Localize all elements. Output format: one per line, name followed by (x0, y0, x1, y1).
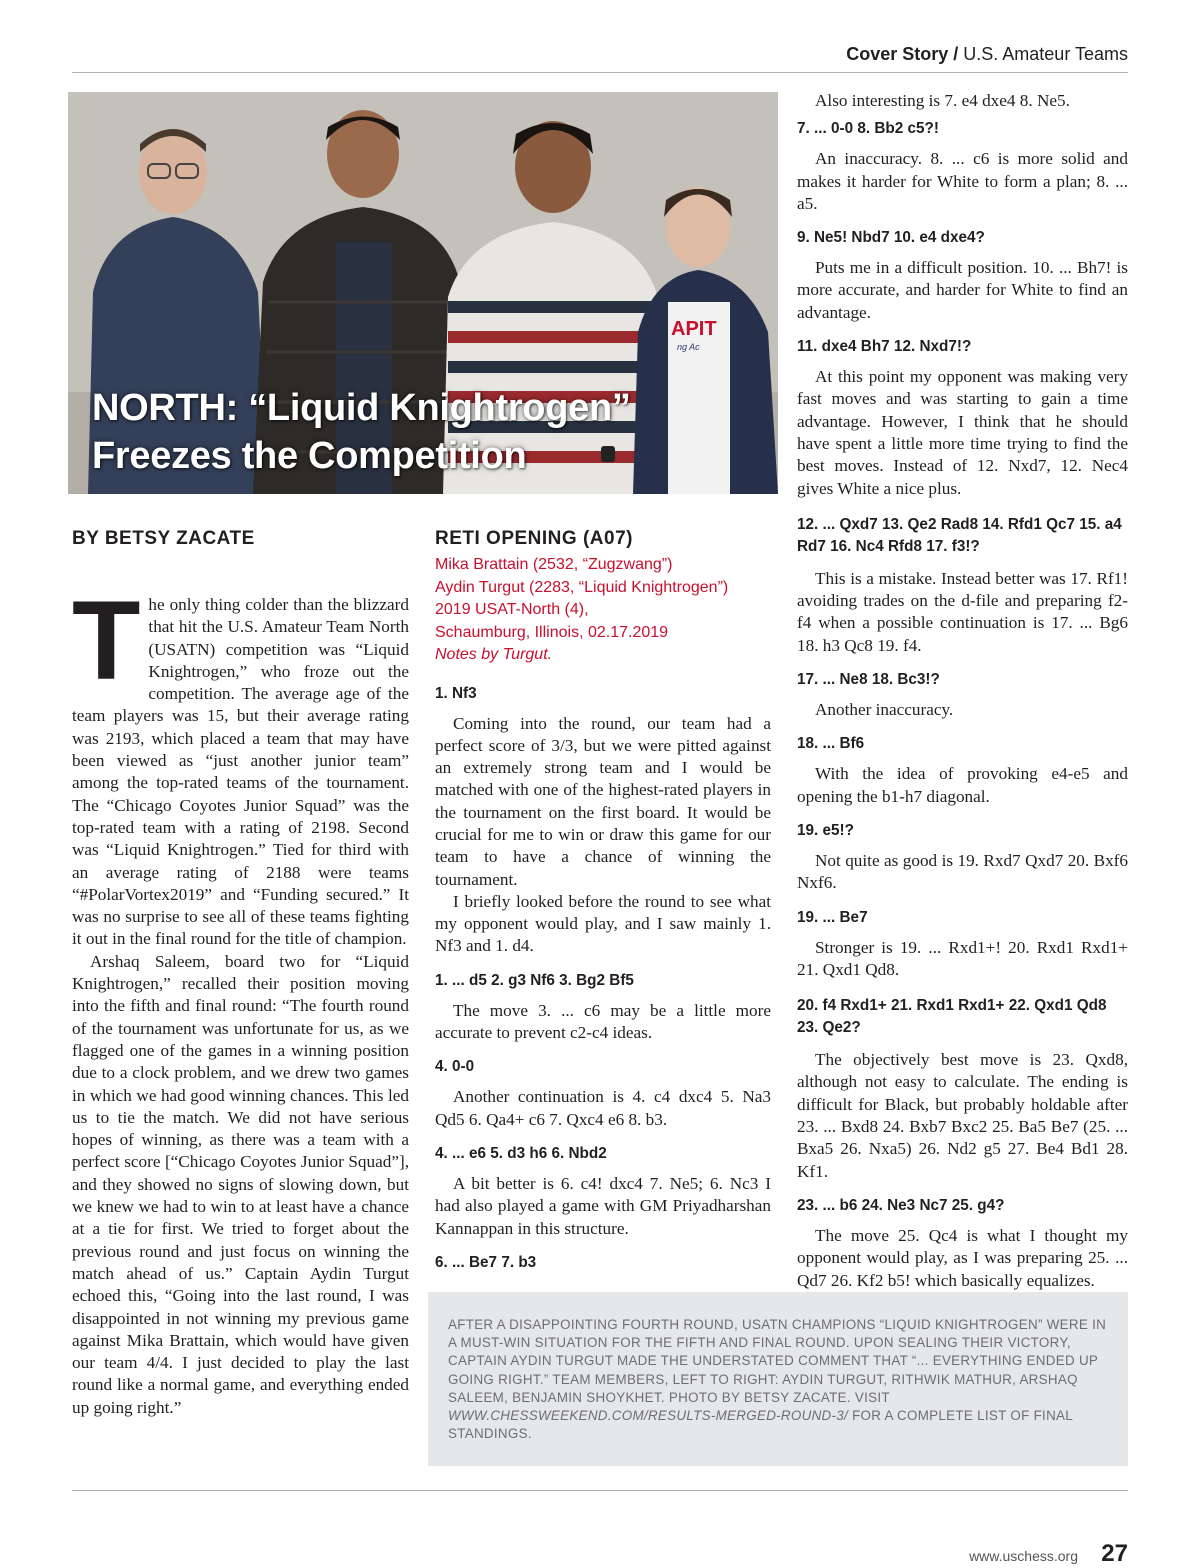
header-separator: / (948, 44, 964, 64)
byline: BY BETSY ZACATE (72, 528, 255, 549)
caption-link[interactable]: WWW.CHESSWEEKEND.COM/RESULTS-MERGED-ROUND-3/ (448, 1408, 849, 1424)
annotation: At this point my opponent was making very fast moves and was starting to gain a time advantage. However, I think that he should have spent a little more time trying to find the best moves. Instead of 12. Nxd7, 12. Nec4 gives White a nice plus. (797, 367, 1128, 498)
team-photo (68, 92, 778, 494)
event-place-date: Schaumburg, Illinois, 02.17.2019 (435, 623, 669, 641)
move-line: 11. dxe4 Bh7 12. Nxd7!? (797, 338, 972, 356)
paragraph-text: he only thing colder than the blizzard that hit the U.S. Amateur Team North (USATN) competition was “Liquid Knightrogen,” who froze out the competition. The average age of the team players was 15, but their average rating was 2193, which placed a team that may have been viewed as “just another junior team” among the top-rated teams of the tournament. The “Chicago Coyotes Junior Squad” was the top-rated team with a rating of 2198. Second was “Liquid Knightrogen.” Tied for third with an average rating of 2188 were teams “#PolarVortex2019” and “Funding secured.” It was no surprise to see all of these teams fighting it out in the final round for the title of champion. (72, 595, 409, 949)
article-title (92, 384, 631, 480)
move-line: 19. e5!? (797, 821, 854, 839)
game-info (435, 554, 771, 667)
paragraph: Arshaq Saleem, board two for “Liquid Knightrogen,” recalled their position moving into the fifth and final round: “The fourth round of the tournament was unfortunate for us, as we flagged one of the games in a winning position due to a clock problem, and we drew two games in which we had good winning chances. This led us to tie the match. We did not have serious hopes of winning, as there was a team with a perfect score [“Chicago Coyotes Junior Squad”], and they showed no signs of slowing down, but we knew we had to win to at least have a chance at a tie for first. We tried to forget about the previous round and just focus on winning the match ahead of us.” Captain Aydin Turgut echoed this, “Going into the last round, I was disappointed in not winning my previous game against Mika Brattain, which would have given our team 4/4. I just decided to play the last round like a normal game, and everything ended up going right.” (72, 951, 409, 1417)
annotation: With the idea of provoking e4-e5 and opening the b1-h7 diagonal. (797, 764, 1128, 806)
move-line: 1. Nf3 (435, 684, 477, 702)
section-name: Cover Story (846, 44, 949, 64)
move-line: 9. Ne5! Nbd7 10. e4 dxe4? (797, 229, 985, 247)
article-column (72, 528, 409, 1419)
article-title-line2: Freezes the Competition (92, 435, 527, 477)
black-player: Aydin Turgut (2283, “Liquid Knightrogen”) (435, 578, 729, 596)
move-line: 18. ... Bf6 (797, 735, 865, 753)
opening-title: RETI OPENING (A07) (435, 528, 633, 549)
move-line: 4. ... e6 5. d3 h6 6. Nbd2 (435, 1144, 607, 1162)
shirt-logo-subtext: ng Ac (677, 342, 700, 352)
annotation: I briefly looked before the round to see what my opponent would play, and I saw mainly 1. Nf3 and 1. d4. (435, 891, 771, 956)
move-line: 4. 0-0 (435, 1058, 475, 1076)
annotation: Puts me in a difficult position. 10. ... Bh7! is more accurate, and harder for White to find an advantage. (797, 258, 1128, 322)
annotation: Another continuation is 4. c4 dxc4 5. Na3 Qd5 6. Qa4+ c6 7. Qxc4 e6 8. b3. (435, 1087, 771, 1129)
caption-text: AFTER A DISAPPOINTING FOURTH ROUND, USATN CHAMPIONS “LIQUID KNIGHTROGEN” WERE IN A MUST-WIN SITUATION FOR THE FIFTH AND FINAL ROUND. UPON SEALING THEIR VICTORY, CAPTAIN AYDIN TURGUT MADE THE UNDERSTATED COMMENT THAT “... EVERYTHING ENDED UP GOING RIGHT.” TEAM MEMBERS, LEFT TO RIGHT: AYDIN TURGUT, RITHWIK MATHUR, ARSHAQ SALEEM, BENJAMIN SHOYKHET. PHOTO BY BETSY ZACATE. VISIT (448, 1317, 1107, 1405)
annotation: Also interesting is 7. e4 dxe4 8. Ne5. (815, 91, 1070, 110)
paragraph (72, 578, 409, 951)
footer-rule (72, 1490, 1128, 1491)
notes-attribution: Notes by Turgut. (435, 646, 553, 663)
game-column (435, 528, 771, 1282)
move-line: 12. ... Qxd7 13. Qe2 Rad8 14. Rfd1 Qc7 15. a4 Rd7 16. Nc4 Rfd8 17. f3!? (797, 515, 1122, 555)
move-line: 23. ... b6 24. Ne3 Nc7 25. g4? (797, 1196, 1005, 1214)
white-player: Mika Brattain (2532, “Zugzwang”) (435, 556, 673, 573)
annotation: The move 25. Qc4 is what I thought my opponent would play, as I was preparing 25. ... Qd7 26. Kf2 b5! which basically equalizes. (797, 1225, 1128, 1290)
shirt-logo-text: APIT (671, 318, 717, 340)
annotation: The move 3. ... c6 may be a little more accurate to prevent c2-c4 ideas. (435, 1000, 771, 1043)
move-line: 7. ... 0-0 8. Bb2 c5?! (797, 120, 939, 138)
article-title-line1: NORTH: “Liquid Knightrogen” (92, 387, 631, 429)
move-line: 20. f4 Rxd1+ 21. Rxd1 Rxd1+ 22. Qxd1 Qd8 23. Qe2? (797, 997, 1107, 1037)
page-number: 27 (1101, 1540, 1128, 1567)
move-line: 19. ... Be7 (797, 908, 868, 926)
annotation: A bit better is 6. c4! dxc4 7. Ne5; 6. Nc3 I had also played a game with GM Priyadharshan Kannappan in this structure. (435, 1173, 771, 1238)
game-column-continued (797, 90, 1128, 1292)
move-line: 1. ... d5 2. g3 Nf6 3. Bg2 Bf5 (435, 971, 634, 989)
photo-caption (448, 1316, 1108, 1443)
annotation: The objectively best move is 23. Qxd8, although not easy to calculate. The ending is difficult for Black, but probably holdable after 23. ... Bxd8 24. Bxb7 Bxc2 25. Ba5 Be7 (25. ... Bxa5 26. Nxa5) 26. Nd2 g5 27. Be4 Bd1 28. Kf1. (797, 1050, 1128, 1181)
annotation: Coming into the round, our team had a perfect score of 3/3, but we were pitted against an extremely strong team and I would be matched with one of the highest-rated players in the tournament on the first board. It would be crucial for me to win or draw this game for our team to have a chance of winning the tournament. (435, 713, 771, 889)
annotation: This is a mistake. Instead better was 17. Rf1! avoiding trades on the d-file and preparing f2-f4 when a possible continuation is 17. ... Bg6 18. h3 Qc8 19. f4. (797, 568, 1128, 655)
annotation: Another inaccuracy. (815, 700, 954, 720)
annotation: Not quite as good is 19. Rxd7 Qxd7 20. Bxf6 Nxf6. (797, 850, 1128, 893)
caption-text-end: FOR A COMPLETE LIST OF FINAL STANDINGS. (448, 1408, 1073, 1442)
running-header (72, 44, 1128, 72)
annotation: An inaccuracy. 8. ... c6 is more solid and makes it harder for White to form a plan; 8. ... a5. (797, 149, 1128, 213)
header-rule (72, 72, 1128, 73)
article-body (72, 578, 409, 1419)
drop-cap: T (72, 578, 141, 703)
move-line: 17. ... Ne8 18. Bc3!? (797, 671, 940, 689)
photo-caption-box (428, 1292, 1128, 1466)
move-line: 6. ... Be7 7. b3 (435, 1253, 537, 1271)
footer-url[interactable]: www.uschess.org (969, 1548, 1078, 1564)
section-topic: U.S. Amateur Teams (963, 44, 1128, 64)
annotation: Stronger is 19. ... Rxd1+! 20. Rxd1 Rxd1+ 21. Qxd1 Qd8. (797, 937, 1128, 979)
event-name: 2019 USAT-North (4), (435, 601, 589, 618)
